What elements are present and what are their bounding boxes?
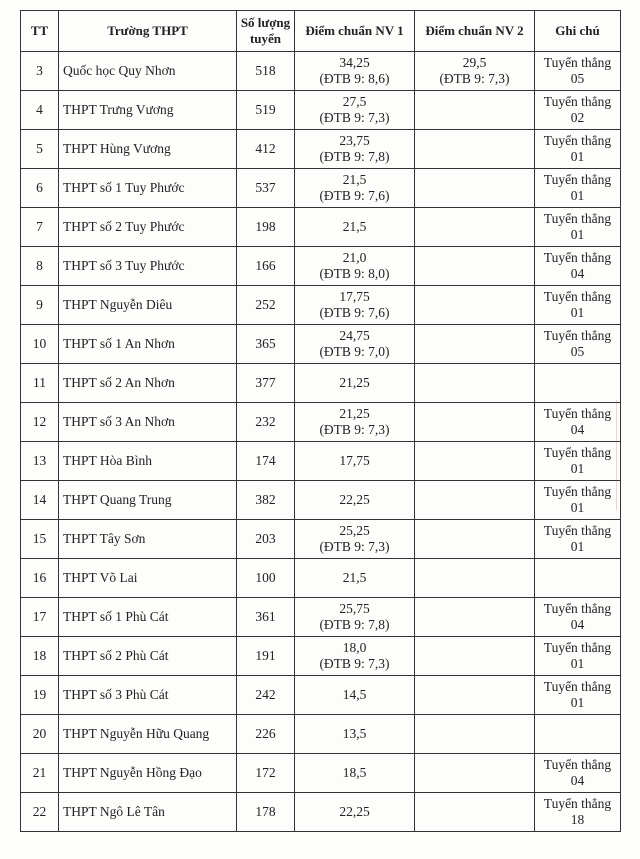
note-text: Tuyển thẳng [543, 211, 612, 226]
nv1-score: 21,0 [342, 250, 367, 265]
header-nv2: Điểm chuẩn NV 2 [415, 11, 535, 52]
note-count: 01 [570, 500, 585, 515]
cell-tt [21, 403, 59, 442]
quota-value: 412 [255, 141, 276, 156]
nv1-score: 22,25 [339, 804, 370, 819]
row-number: 17 [32, 609, 47, 624]
table-row [21, 481, 621, 520]
cell-tt [21, 481, 59, 520]
note-count: 05 [570, 71, 585, 86]
cell-nv2 [415, 754, 535, 793]
header-note: Ghi chú [535, 11, 621, 52]
cell-nv1 [295, 793, 415, 832]
table-row [21, 754, 621, 793]
quota-value: 178 [255, 804, 276, 819]
cell-nv1 [295, 403, 415, 442]
note-text: Tuyển thẳng [543, 796, 612, 811]
header-nv1: Điểm chuẩn NV 1 [295, 11, 415, 52]
cell-nv1 [295, 364, 415, 403]
note-count: 01 [570, 461, 585, 476]
cell-tt [21, 247, 59, 286]
quota-value: 100 [255, 570, 276, 585]
header-quota [237, 11, 295, 52]
cell-nv1 [295, 520, 415, 559]
nv1-score: 17,75 [339, 289, 370, 304]
cell-school [59, 754, 237, 793]
row-number: 19 [32, 687, 47, 702]
cell-nv2 [415, 442, 535, 481]
quota-value: 382 [255, 492, 276, 507]
note-text: Tuyển thẳng [543, 445, 612, 460]
nv1-score: 22,25 [339, 492, 370, 507]
cell-note [535, 364, 621, 403]
cell-school [59, 130, 237, 169]
cell-nv2 [415, 793, 535, 832]
note-count: 01 [570, 695, 585, 710]
school-name: Quốc học Quy Nhơn [63, 63, 176, 78]
cell-quota [237, 481, 295, 520]
quota-value: 174 [255, 453, 276, 468]
nv1-gpa: (ĐTB 9: 7,3) [319, 422, 390, 437]
cell-nv2 [415, 403, 535, 442]
nv1-gpa: (ĐTB 9: 7,0) [319, 344, 390, 359]
table-row [21, 598, 621, 637]
cell-nv1 [295, 169, 415, 208]
nv2-gpa: (ĐTB 9: 7,3) [439, 71, 510, 86]
note-text: Tuyển thẳng [543, 55, 612, 70]
nv1-score: 21,5 [342, 570, 367, 585]
cell-nv2 [415, 715, 535, 754]
cell-tt [21, 637, 59, 676]
cell-nv1 [295, 676, 415, 715]
cell-note [535, 91, 621, 130]
note-text: Tuyển thẳng [543, 601, 612, 616]
cell-nv1 [295, 325, 415, 364]
nv1-gpa: (ĐTB 9: 7,3) [319, 539, 390, 554]
cell-tt [21, 676, 59, 715]
cell-tt [21, 130, 59, 169]
cell-school [59, 169, 237, 208]
cell-tt [21, 715, 59, 754]
school-name: THPT số 1 Tuy Phước [63, 180, 185, 195]
cell-school [59, 364, 237, 403]
nv1-gpa: (ĐTB 9: 8,0) [319, 266, 390, 281]
cell-tt [21, 325, 59, 364]
cell-tt [21, 442, 59, 481]
nv1-score: 21,25 [339, 375, 370, 390]
cell-school [59, 637, 237, 676]
cell-quota [237, 676, 295, 715]
cell-nv1 [295, 715, 415, 754]
school-name: THPT Nguyễn Hồng Đạo [63, 765, 202, 780]
cell-nv2 [415, 91, 535, 130]
cell-nv1 [295, 559, 415, 598]
cell-nv2 [415, 130, 535, 169]
nv1-score: 27,5 [342, 94, 367, 109]
table-row [21, 793, 621, 832]
quota-value: 198 [255, 219, 276, 234]
cell-nv1 [295, 130, 415, 169]
school-name: THPT số 1 An Nhơn [63, 336, 175, 351]
nv1-gpa: (ĐTB 9: 7,3) [319, 110, 390, 125]
cell-nv1 [295, 91, 415, 130]
cell-note [535, 598, 621, 637]
cell-quota [237, 403, 295, 442]
quota-value: 365 [255, 336, 276, 351]
quota-value: 166 [255, 258, 276, 273]
school-name: THPT Nguyễn Hữu Quang [63, 726, 210, 741]
table-row [21, 91, 621, 130]
note-text: Tuyển thẳng [543, 757, 612, 772]
school-name: THPT Võ Lai [63, 570, 138, 585]
note-text: Tuyển thẳng [543, 640, 612, 655]
header-row [21, 11, 621, 52]
quota-value: 242 [255, 687, 276, 702]
school-name: THPT số 2 Tuy Phước [63, 219, 185, 234]
cell-note [535, 793, 621, 832]
table-row [21, 52, 621, 91]
note-text: Tuyển thẳng [543, 484, 612, 499]
cell-school [59, 91, 237, 130]
cell-tt [21, 169, 59, 208]
row-number: 11 [33, 375, 46, 390]
cell-tt [21, 364, 59, 403]
cell-quota [237, 754, 295, 793]
cell-note [535, 325, 621, 364]
cell-quota [237, 169, 295, 208]
nv1-score: 23,75 [339, 133, 370, 148]
row-number: 10 [32, 336, 47, 351]
nv1-gpa: (ĐTB 9: 7,8) [319, 617, 390, 632]
table-row [21, 676, 621, 715]
cell-note [535, 403, 621, 442]
note-count: 01 [570, 227, 585, 242]
nv2-score: 29,5 [462, 55, 487, 70]
cell-school [59, 481, 237, 520]
school-name: THPT Trưng Vương [63, 102, 174, 117]
cell-note [535, 520, 621, 559]
table-row [21, 325, 621, 364]
nv1-score: 21,5 [342, 219, 367, 234]
cell-nv1 [295, 286, 415, 325]
quota-value: 377 [255, 375, 276, 390]
row-number: 3 [36, 63, 43, 78]
row-number: 16 [32, 570, 47, 585]
note-count: 05 [570, 344, 585, 359]
cell-quota [237, 520, 295, 559]
cell-nv2 [415, 247, 535, 286]
table-row [21, 130, 621, 169]
cell-nv2 [415, 637, 535, 676]
cell-school [59, 52, 237, 91]
cell-note [535, 637, 621, 676]
school-name: THPT số 2 An Nhơn [63, 375, 175, 390]
quota-value: 203 [255, 531, 276, 546]
cell-school [59, 247, 237, 286]
note-text: Tuyển thẳng [543, 133, 612, 148]
nv1-gpa: (ĐTB 9: 7,3) [319, 656, 390, 671]
cell-nv1 [295, 637, 415, 676]
row-number: 12 [32, 414, 47, 429]
nv1-gpa: (ĐTB 9: 7,6) [319, 305, 390, 320]
row-number: 8 [36, 258, 43, 273]
cell-quota [237, 793, 295, 832]
school-name: THPT số 3 An Nhơn [63, 414, 175, 429]
cell-tt [21, 520, 59, 559]
row-number: 18 [32, 648, 47, 663]
cell-nv1 [295, 754, 415, 793]
note-count: 04 [570, 617, 585, 632]
table-row [21, 442, 621, 481]
table-row [21, 520, 621, 559]
table-row [21, 208, 621, 247]
nv1-score: 25,75 [339, 601, 370, 616]
cell-tt [21, 598, 59, 637]
cell-quota [237, 559, 295, 598]
cell-school [59, 676, 237, 715]
cell-note [535, 52, 621, 91]
note-count: 04 [570, 773, 585, 788]
nv1-gpa: (ĐTB 9: 7,6) [319, 188, 390, 203]
cell-nv2 [415, 169, 535, 208]
cell-nv2 [415, 520, 535, 559]
quota-value: 361 [255, 609, 276, 624]
cell-nv2 [415, 208, 535, 247]
cell-quota [237, 130, 295, 169]
cell-nv1 [295, 598, 415, 637]
cell-nv1 [295, 247, 415, 286]
cell-nv2 [415, 364, 535, 403]
cell-quota [237, 442, 295, 481]
note-count: 04 [570, 266, 585, 281]
cell-school [59, 286, 237, 325]
table-row [21, 286, 621, 325]
note-text: Tuyển thẳng [543, 679, 612, 694]
cell-nv1 [295, 481, 415, 520]
header-quota-line2: tuyển [249, 31, 282, 46]
row-number: 7 [36, 219, 43, 234]
quota-value: 172 [255, 765, 276, 780]
cell-school [59, 793, 237, 832]
cell-quota [237, 91, 295, 130]
table-row [21, 247, 621, 286]
note-text: Tuyển thẳng [543, 523, 612, 538]
cell-quota [237, 286, 295, 325]
table-row [21, 364, 621, 403]
school-name: THPT Nguyễn Diêu [63, 297, 173, 312]
school-name: THPT số 1 Phù Cát [63, 609, 169, 624]
cell-tt [21, 208, 59, 247]
cell-note [535, 169, 621, 208]
nv1-score: 18,0 [342, 640, 367, 655]
note-count: 01 [570, 305, 585, 320]
nv1-score: 34,25 [339, 55, 370, 70]
admission-table [20, 10, 621, 832]
note-text: Tuyển thẳng [543, 172, 612, 187]
cell-nv1 [295, 442, 415, 481]
cell-tt [21, 559, 59, 598]
cell-school [59, 442, 237, 481]
note-count: 01 [570, 656, 585, 671]
header-school: Trường THPT [59, 11, 237, 52]
cell-note [535, 481, 621, 520]
cell-quota [237, 247, 295, 286]
note-count: 02 [570, 110, 585, 125]
quota-value: 226 [255, 726, 276, 741]
cell-school [59, 598, 237, 637]
cell-school [59, 403, 237, 442]
quota-value: 252 [255, 297, 276, 312]
note-text: Tuyển thẳng [543, 94, 612, 109]
cell-note [535, 676, 621, 715]
cell-school [59, 208, 237, 247]
cell-tt [21, 52, 59, 91]
cell-nv2 [415, 559, 535, 598]
header-quota-line1: Số lượng [240, 15, 291, 30]
table-row [21, 559, 621, 598]
cell-quota [237, 715, 295, 754]
cell-school [59, 520, 237, 559]
nv1-gpa: (ĐTB 9: 8,6) [319, 71, 390, 86]
school-name: THPT Quang Trung [63, 492, 172, 507]
cell-quota [237, 598, 295, 637]
table-row [21, 715, 621, 754]
table-row [21, 403, 621, 442]
cell-nv2 [415, 52, 535, 91]
note-count: 18 [570, 812, 585, 827]
cell-tt [21, 91, 59, 130]
note-count: 01 [570, 149, 585, 164]
cell-nv2 [415, 325, 535, 364]
quota-value: 519 [255, 102, 276, 117]
nv1-score: 21,25 [339, 406, 370, 421]
cell-note [535, 130, 621, 169]
cell-nv1 [295, 208, 415, 247]
cell-quota [237, 325, 295, 364]
header-tt: TT [21, 11, 59, 52]
nv1-score: 24,75 [339, 328, 370, 343]
row-number: 13 [32, 453, 47, 468]
table-row [21, 169, 621, 208]
note-text: Tuyển thẳng [543, 406, 612, 421]
row-number: 4 [36, 102, 43, 117]
row-number: 5 [36, 141, 43, 156]
cell-nv1 [295, 52, 415, 91]
school-name: THPT Hòa Bình [63, 453, 153, 468]
row-number: 14 [32, 492, 47, 507]
cell-note [535, 754, 621, 793]
cell-tt [21, 286, 59, 325]
cell-note [535, 286, 621, 325]
row-number: 21 [32, 765, 47, 780]
nv1-score: 13,5 [342, 726, 367, 741]
note-count: 01 [570, 539, 585, 554]
row-number: 9 [36, 297, 43, 312]
cell-quota [237, 364, 295, 403]
school-name: THPT Ngô Lê Tân [63, 804, 165, 819]
note-text: Tuyển thẳng [543, 328, 612, 343]
nv1-score: 25,25 [339, 523, 370, 538]
cell-nv2 [415, 286, 535, 325]
note-text: Tuyển thẳng [543, 289, 612, 304]
school-name: THPT Tây Sơn [63, 531, 146, 546]
cell-note [535, 247, 621, 286]
table-row [21, 637, 621, 676]
cell-note [535, 559, 621, 598]
nv1-score: 17,75 [339, 453, 370, 468]
quota-value: 537 [255, 180, 276, 195]
cell-nv2 [415, 598, 535, 637]
cell-nv2 [415, 481, 535, 520]
note-text: Tuyển thẳng [543, 250, 612, 265]
row-number: 22 [32, 804, 47, 819]
cell-tt [21, 793, 59, 832]
nv1-score: 18,5 [342, 765, 367, 780]
cell-school [59, 559, 237, 598]
cell-note [535, 442, 621, 481]
cell-quota [237, 208, 295, 247]
red-stamp-mark [616, 400, 640, 510]
nv1-gpa: (ĐTB 9: 7,8) [319, 149, 390, 164]
cell-nv2 [415, 676, 535, 715]
note-count: 04 [570, 422, 585, 437]
quota-value: 518 [255, 63, 276, 78]
row-number: 6 [36, 180, 43, 195]
cell-school [59, 715, 237, 754]
school-name: THPT Hùng Vương [63, 141, 171, 156]
row-number: 15 [32, 531, 47, 546]
cell-quota [237, 52, 295, 91]
quota-value: 191 [255, 648, 276, 663]
cell-note [535, 715, 621, 754]
nv1-score: 21,5 [342, 172, 367, 187]
school-name: THPT số 2 Phù Cát [63, 648, 169, 663]
cell-tt [21, 754, 59, 793]
cell-quota [237, 637, 295, 676]
nv1-score: 14,5 [342, 687, 367, 702]
row-number: 20 [32, 726, 47, 741]
note-count: 01 [570, 188, 585, 203]
school-name: THPT số 3 Phù Cát [63, 687, 169, 702]
quota-value: 232 [255, 414, 276, 429]
cell-note [535, 208, 621, 247]
cell-school [59, 325, 237, 364]
school-name: THPT số 3 Tuy Phước [63, 258, 185, 273]
